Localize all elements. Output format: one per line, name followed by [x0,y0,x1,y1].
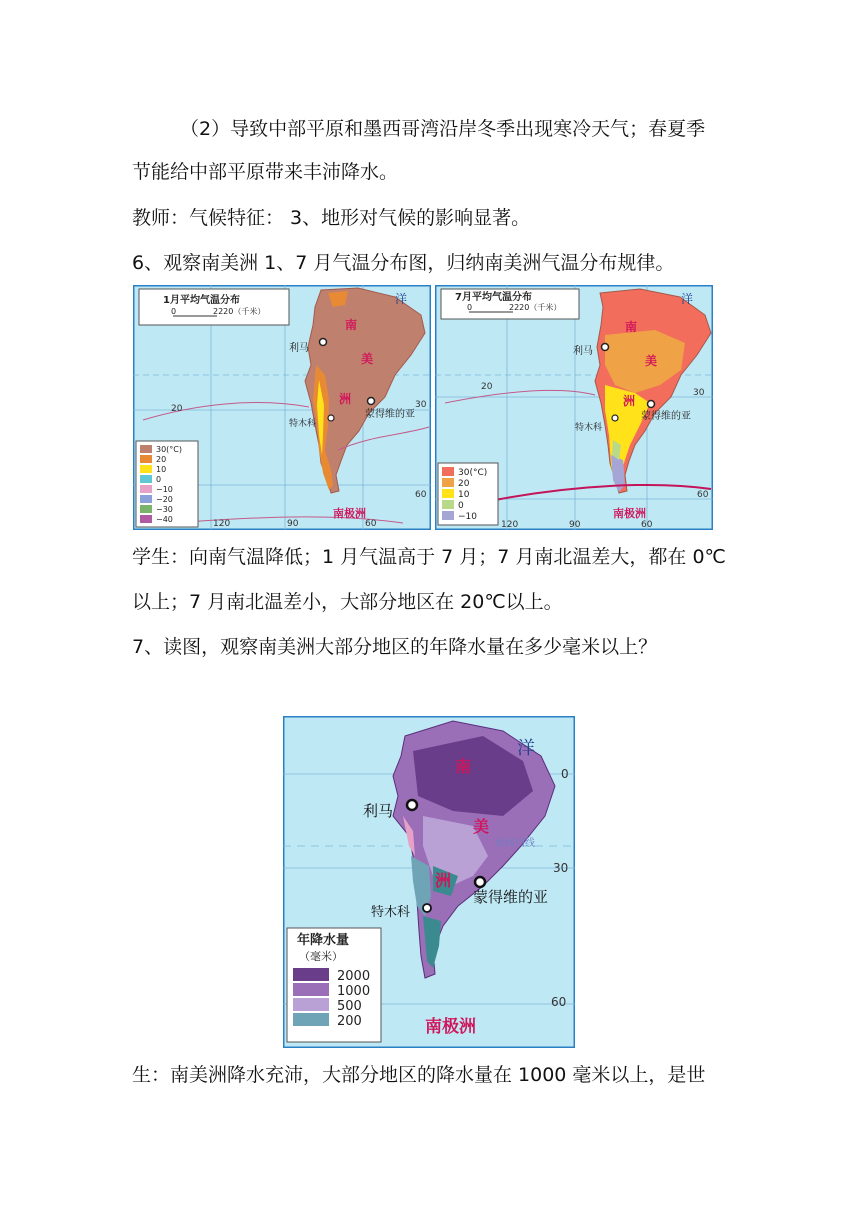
legend-label: 2000 [337,969,371,984]
scale-value: 2220（千米） [213,307,266,316]
legend-label: 20 [458,479,470,489]
tropic-label: 南回归线 [495,838,535,849]
lon-label-120: 120 [213,519,231,529]
legend-swatch [293,968,329,981]
legend-label: 200 [337,1014,362,1029]
paragraph-line-2: 节能给中部平原带来丰沛降水。 [132,161,399,183]
city-montevideo: 蒙得维的亚 [641,411,691,422]
city-lima: 利马 [289,343,309,354]
legend-swatch [293,1013,329,1026]
city-montevideo: 蒙得维的亚 [473,888,549,906]
legend-swatch [140,465,152,473]
legend-label: 10 [156,465,167,474]
lat-label-30: 30 [553,861,569,875]
legend-swatch [140,455,152,463]
legend-swatch [140,495,152,503]
city-dot-lima [602,344,609,351]
legend-title: 年降水量 [297,933,350,948]
legend-swatch [140,515,152,523]
legend-swatch [442,478,454,487]
legend-swatch [442,500,454,509]
isotherm-label: 20 [481,382,493,392]
city-dot-temuco [328,415,334,421]
paragraph-line-8: 生：南美洲降水充沛，大部分地区的降水量在 1000 毫米以上，是世 [132,1064,706,1086]
scale-zero: 0 [467,303,473,312]
lat-label-60: 60 [415,490,427,500]
legend-label: −20 [156,495,173,504]
city-dot-lima [320,339,327,346]
lon-label-60: 60 [641,520,653,530]
legend-swatch [140,485,152,493]
legend-label: −40 [156,515,173,524]
lat-label-60: 60 [551,995,567,1009]
legend-label: 0 [156,475,162,484]
city-montevideo: 蒙得维的亚 [365,409,415,420]
city-temuco: 特木科 [575,423,603,433]
antarctica-label: 南极洲 [613,507,646,520]
lat-label-30: 30 [693,388,705,398]
legend-swatch [293,998,329,1011]
legend-label: 0 [458,501,464,511]
legend-swatch [293,983,329,996]
legend-unit: （毫米） [299,950,343,963]
paragraph-line-1: （2）导致中部平原和墨西哥湾沿岸冬季出现寒冷天气；春夏季 [180,118,706,140]
continent-char-1: 南 [345,318,358,332]
legend-swatch [442,467,454,476]
july-temperature-map [435,285,713,530]
lon-label-90: 90 [569,520,581,530]
legend-label: 500 [337,999,362,1014]
paragraph-line-5: 学生：向南气温降低；1 月气温高于 7 月；7 月南北温差大，都在 0℃ [132,546,726,568]
legend-label: −10 [458,512,477,522]
legend-label: 1000 [337,984,371,999]
scale-zero: 0 [171,307,177,316]
continent-char-2: 美 [645,354,658,368]
ocean-label: 洋 [395,292,408,306]
lat-label-0: 0 [561,767,569,781]
continent-char-3: 洲 [339,392,352,406]
continent-char-1: 南 [455,757,472,776]
paragraph-line-3: 教师：气候特征： 3、地形对气候的影响显著。 [132,207,531,229]
precipitation-map [283,716,575,1048]
lat-label-60: 60 [697,490,709,500]
isotherm-label: 20 [171,404,183,414]
city-dot-lima [407,800,417,810]
map-title: 7月平均气温分布 [455,292,532,303]
paragraph-line-6: 以上；7 月南北温差小，大部分地区在 20℃以上。 [132,591,563,613]
city-lima: 利马 [573,346,593,357]
antarctica-label: 南极洲 [333,507,366,520]
city-dot-montevideo [475,877,485,887]
legend-label: 30(°C) [156,445,183,454]
legend-swatch [140,445,152,453]
lat-label-30: 30 [415,400,427,410]
city-dot-temuco [612,415,618,421]
city-dot-temuco [423,904,431,912]
continent-char-1: 南 [625,320,638,334]
continent-char-3: 洲 [435,871,452,890]
city-temuco: 特木科 [289,419,317,429]
legend-label: −30 [156,505,173,514]
continent-char-3: 洲 [623,394,636,408]
legend-label: −10 [156,485,173,494]
ocean-label: 洋 [517,738,535,759]
legend-label: 20 [156,455,167,464]
legend-label: 30(°C) [458,468,488,478]
legend-swatch [140,505,152,513]
continent-char-2: 美 [473,817,490,836]
city-dot-montevideo [368,398,375,405]
legend-swatch [442,511,454,520]
city-temuco: 特木科 [371,905,411,920]
legend-label: 10 [458,490,470,500]
january-temperature-map [133,285,431,530]
legend-swatch [442,489,454,498]
city-lima: 利马 [363,802,394,820]
map-title: 1月平均气温分布 [163,295,240,306]
paragraph-line-4: 6、观察南美洲 1、7 月气温分布图，归纳南美洲气温分布规律。 [132,252,675,274]
lon-label-60: 60 [365,519,377,529]
continent-char-2: 美 [361,352,374,366]
legend-swatch [140,475,152,483]
paragraph-line-7: 7、读图，观察南美洲大部分地区的年降水量在多少毫米以上？ [132,636,658,658]
lon-label-90: 90 [287,519,299,529]
ocean-label: 洋 [681,292,694,306]
city-dot-montevideo [648,401,655,408]
scale-value: 2220（千米） [509,303,562,312]
lon-label-120: 120 [501,520,519,530]
antarctica-label: 南极洲 [425,1017,476,1037]
